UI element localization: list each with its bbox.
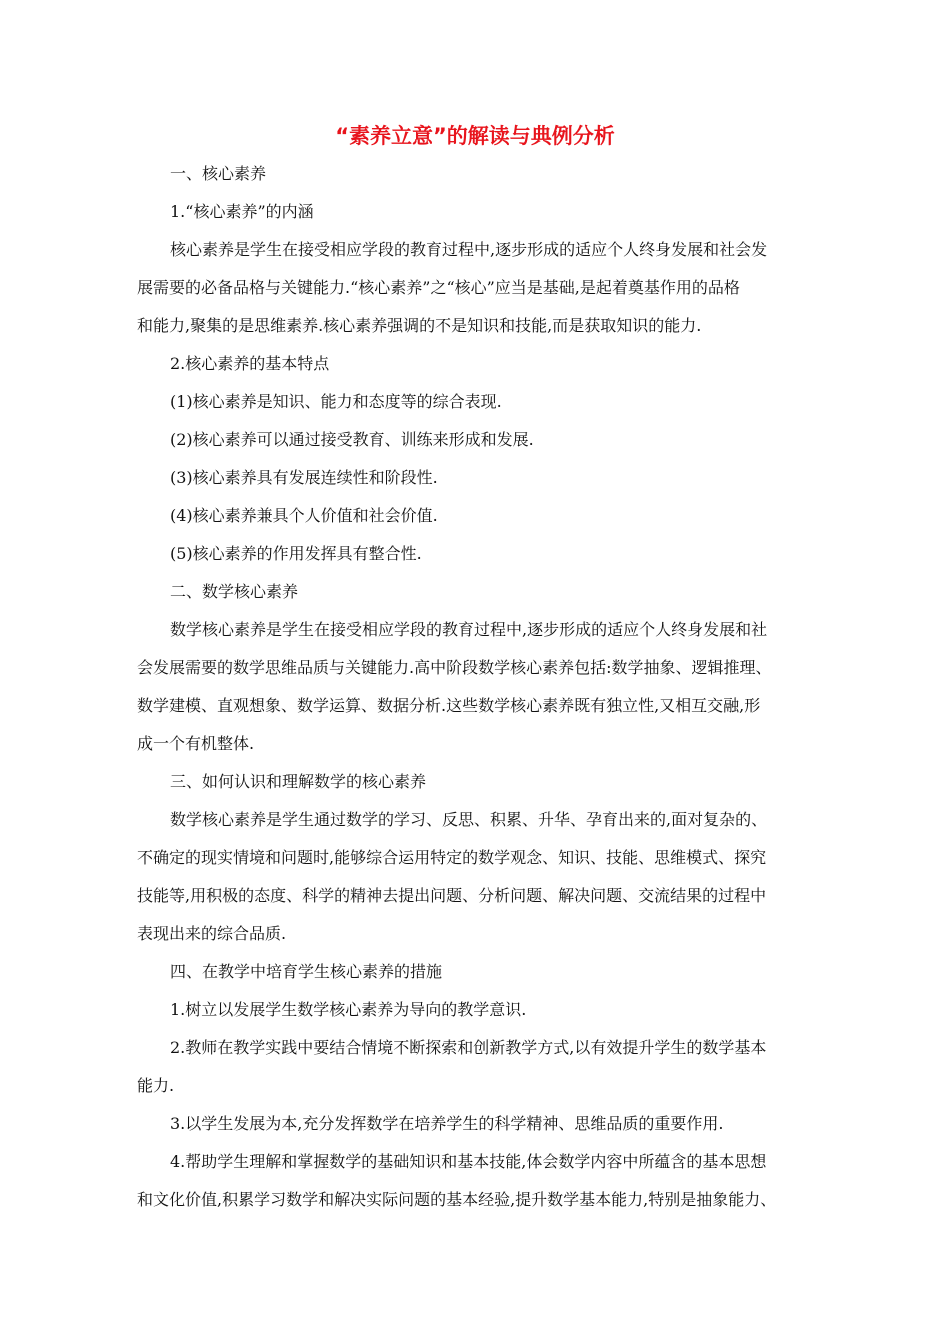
list-item: (5)核心素养的作用发挥具有整合性. (170, 544, 422, 563)
paragraph-line: 会发展需要的数学思维品质与关键能力.高中阶段数学核心素养包括:数学抽象、逻辑推理、 (137, 658, 772, 677)
section-heading-1: 一、核心素养 (170, 164, 267, 183)
paragraph-line: 数学核心素养是学生在接受相应学段的教育过程中,逐步形成的适应个人终身发展和社 (170, 620, 768, 639)
numbered-item: 3.以学生发展为本,充分发挥数学在培养学生的科学精神、思维品质的重要作用. (170, 1114, 724, 1133)
section-heading-4: 四、在教学中培育学生核心素养的措施 (170, 962, 443, 981)
paragraph-line: 能力. (137, 1076, 175, 1095)
numbered-item: 4.帮助学生理解和掌握数学的基础知识和基本技能,体会数学内容中所蕴含的基本思想 (170, 1152, 767, 1171)
section-heading-3: 三、如何认识和理解数学的核心素养 (170, 772, 427, 791)
paragraph-line: 数学核心素养是学生通过数学的学习、反思、积累、升华、孕育出来的,面对复杂的、 (170, 810, 768, 829)
numbered-item: 1.树立以发展学生数学核心素养为导向的教学意识. (170, 1000, 527, 1019)
list-item: (3)核心素养具有发展连续性和阶段性. (170, 468, 438, 487)
paragraph-line: 数学建模、直观想象、数学运算、数据分析.这些数学核心素养既有独立性,又相互交融,形 (137, 696, 761, 715)
paragraph-line: 和能力,聚集的是思维素养.核心素养强调的不是知识和技能,而是获取知识的能力. (137, 316, 702, 335)
list-item: (1)核心素养是知识、能力和态度等的综合表现. (170, 392, 502, 411)
subheading-1-1: 1.“核心素养”的内涵 (170, 202, 314, 221)
numbered-item: 2.教师在教学实践中要结合情境不断探索和创新教学方式,以有效提升学生的数学基本 (170, 1038, 767, 1057)
paragraph-line: 技能等,用积极的态度、科学的精神去提出问题、分析问题、解决问题、交流结果的过程中 (137, 886, 767, 905)
list-item: (4)核心素养兼具个人价值和社会价值. (170, 506, 438, 525)
list-item: (2)核心素养可以通过接受教育、训练来形成和发展. (170, 430, 534, 449)
document-title: “素养立意”的解读与典例分析 (335, 124, 615, 148)
paragraph-line: 核心素养是学生在接受相应学段的教育过程中,逐步形成的适应个人终身发展和社会发 (170, 240, 768, 259)
paragraph-line: 和文化价值,积累学习数学和解决实际问题的基本经验,提升数学基本能力,特别是抽象能力、 (137, 1190, 777, 1209)
paragraph-line: 展需要的必备品格与关键能力.“核心素养”之“核心”应当是基础,是起着奠基作用的品格 (137, 278, 740, 297)
paragraph-line: 表现出来的综合品质. (137, 924, 287, 943)
paragraph-line: 不确定的现实情境和问题时,能够综合运用特定的数学观念、知识、技能、思维模式、探究 (137, 848, 767, 867)
paragraph-line: 成一个有机整体. (137, 734, 255, 753)
section-heading-2: 二、数学核心素养 (170, 582, 299, 601)
subheading-1-2: 2.核心素养的基本特点 (170, 354, 330, 373)
